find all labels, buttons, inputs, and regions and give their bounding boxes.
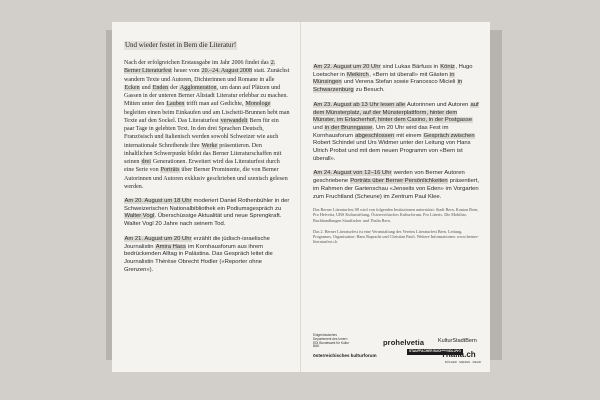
highlighted-phrase: abgeschlossen (355, 132, 395, 139)
highlighted-phrase: Lauben (166, 101, 185, 108)
highlighted-phrase: Porträts (160, 167, 180, 174)
text-run: und Verena Stefan sowie Francesco Micieli (342, 79, 458, 86)
text-run: und (313, 124, 325, 131)
intro-paragraph (124, 59, 290, 191)
event-walter-vogl (124, 198, 290, 229)
text-run: Robert Schindel und Urs Widmer unter der Leitung von Hans Ulrich Probst und mit dem neuen Programm von «Bern ist überall». (313, 140, 471, 162)
highlighted-phrase: Köniz (440, 64, 455, 70)
text-run: heuer vom (172, 68, 202, 75)
text-run: erzählt die jüdisch-israelische Journalistin (124, 235, 270, 250)
text-run: Bern für ein paar Tage in gelebten Text. In den drei Sprachen Deutsch, Französisch und Italienisch werden sowohl Schweizer wie auch internationale Schreibende ihre (124, 117, 279, 149)
text-run: werden von Berner Autoren geschriebene (313, 170, 465, 185)
highlighted-phrase: Walter Vogl (124, 213, 155, 220)
highlighted-phrase: Am 23. August ab 13 Uhr lesen alle (313, 101, 406, 108)
highlighted-phrase: Enden (152, 84, 169, 91)
event-august-22 (313, 64, 480, 95)
logo-row-bottom (313, 349, 480, 369)
highlighted-phrase: 2. Berner Literaturfest (124, 60, 276, 75)
text-run: , «Bern ist überall» mit Gästen (369, 71, 450, 78)
text-run: . Um 20 Uhr wird das Fest im Kornhausforum (313, 124, 449, 139)
highlighted-phrase: Am 22. August um 20 Uhr (313, 64, 381, 70)
text-run: sind Lukas Bärfuss in (380, 64, 440, 70)
text-run: Autorinnen und Autoren (405, 101, 470, 108)
highlighted-phrase: Werke (201, 142, 218, 149)
text-run: statt. Zunächst wandern Texte und Autoren, Dichterinnen und Romane in alle (124, 68, 290, 83)
sponsors-note: Das Berner Literaturfest 08 wird von folgenden Institutionen unterstützt: Stadt Bern, Kanton Bern, Pro Helvetia, UBS Kulturstiftung, Österreichisches Kulturforum, Pro Litteris, Die Mobiliar, Buchhandlungen Stauffacher und Thalia Bern. (313, 207, 479, 223)
left-page (112, 22, 300, 372)
text-run: zu Besuch. (354, 87, 385, 94)
text-run: präsentiert, im Rahmen der Gartenschau «Jenseits von Eden» im Vorgarten zum Fruchtland (Scheune) im Zentrum Paul Klee. (313, 178, 480, 200)
text-run: über Berner Prominente, die von Berner Autorinnen und Autoren exklusiv geschrieben und szenisch gelesen werden. (124, 167, 288, 190)
highlighted-phrase: Amira Hass (155, 243, 186, 250)
text-run: im Kornhausforum aus ihrem bedrückenden Alltag in Palästina. Das Gespräch leitet die Journalistin Thérèse Obrecht Hodler («Reporter ohne Grenzen»). (124, 243, 273, 273)
text-run: mit einem (394, 132, 424, 139)
right-page (300, 22, 490, 372)
page-heading: Und wieder festet in Bern die Literatur! (125, 41, 237, 49)
text-run: moderiert Daniel Rothenbühler in der Schweizerischen Nationalbibliothek ein Podiumsgespräch zu (124, 198, 290, 212)
thalia-logo: Thalia.ch (441, 350, 476, 359)
text-run: trifft man auf Gedichte, (184, 101, 245, 108)
highlighted-phrase: Ecken (124, 84, 140, 91)
organizer-note: Das 2. Berner Literaturfest ist eine Veranstaltung des Vereins Literaturfest Bern. Leitung, Programm, Organisation: Hans Rapracht und Christian Pauli. Weitere Informationen: www.berner-literaturfest.ch (313, 228, 479, 245)
prohelvetia-logo: prohelvetia (383, 338, 425, 347)
text-run: , um dann auf Plätzen und Gassen in der unteren Berner Altstadt Literatur erlebbar zu machen. Mitten unter den (124, 84, 288, 108)
highlighted-phrase: 20.–24. August 2008 (201, 68, 252, 75)
stauffacher-logo: STAUFFACHER BUCHHANDLUNG (409, 349, 461, 353)
highlighted-phrase: in der Brunngasse (324, 124, 373, 131)
text-run: der (168, 84, 180, 91)
highlighted-phrase: Meikirch (346, 71, 369, 78)
highlighted-phrase: Am 21. August um 20 Uhr (124, 235, 192, 242)
kulturforum-logo: österreichisches kulturforum (313, 353, 377, 358)
text-run: begleiten einen beim Einkaufen und am Lischetti-Brunnen hebt man Texte auf den Sockel. Das Literaturfest (124, 109, 290, 124)
highlighted-phrase: Am 24. August von 12–16 Uhr (313, 170, 392, 177)
highlighted-phrase: Am 20. August um 18 Uhr (124, 198, 192, 204)
text-run: präsentieren. Den inhaltlichen Schwerpunkt bildet das Berner Literaturschaffen mit seinen (124, 142, 282, 165)
highlighted-phrase: Porträts über Berner Persönlichkeiten (350, 178, 448, 185)
kulturstadt-logo: KulturStadtBern (438, 338, 477, 344)
thalia-tagline: BÜCHER · MEDIEN · MEHR (445, 360, 481, 364)
highlighted-phrase: Monologe (245, 101, 271, 108)
highlighted-phrase: drei (141, 159, 151, 165)
text-run: , Hugo Loetscher in (313, 64, 473, 78)
highlighted-phrase: auf dem Münsterplatz, auf der Münsterplattform, hinter dem Münster, im Erlacherhof, hinter dem Casino, in der Postgasse (313, 101, 479, 124)
text-run: und (140, 84, 153, 91)
event-august-24 (313, 170, 480, 201)
event-august-23 (313, 102, 480, 164)
event-amira-hass (124, 236, 290, 275)
text-run: Generationen. Erweitert wird das Literaturfest durch eine Serie von (124, 159, 280, 174)
text-run: Nach der erfolgreichen Erstausgabe im Jahr 2006 findet das (124, 60, 271, 66)
highlighted-phrase: Gespräch zwischen (423, 132, 475, 139)
highlighted-phrase: Agglomeration (179, 84, 217, 91)
highlighted-phrase: verwandelt (220, 117, 248, 124)
text-run: . Überschüssige Aktualität und neue Sprengkraft. Walter Vogl 20 Jahre nach seinem Tod. (124, 213, 282, 228)
bund-logo: Eidgenössisches Departement des Innern EDI Bundesamt für Kultur BAK (313, 333, 350, 349)
highlighted-phrase: in Schwarzenburg (313, 79, 463, 94)
highlighted-phrase: in Münsingen (313, 71, 455, 86)
